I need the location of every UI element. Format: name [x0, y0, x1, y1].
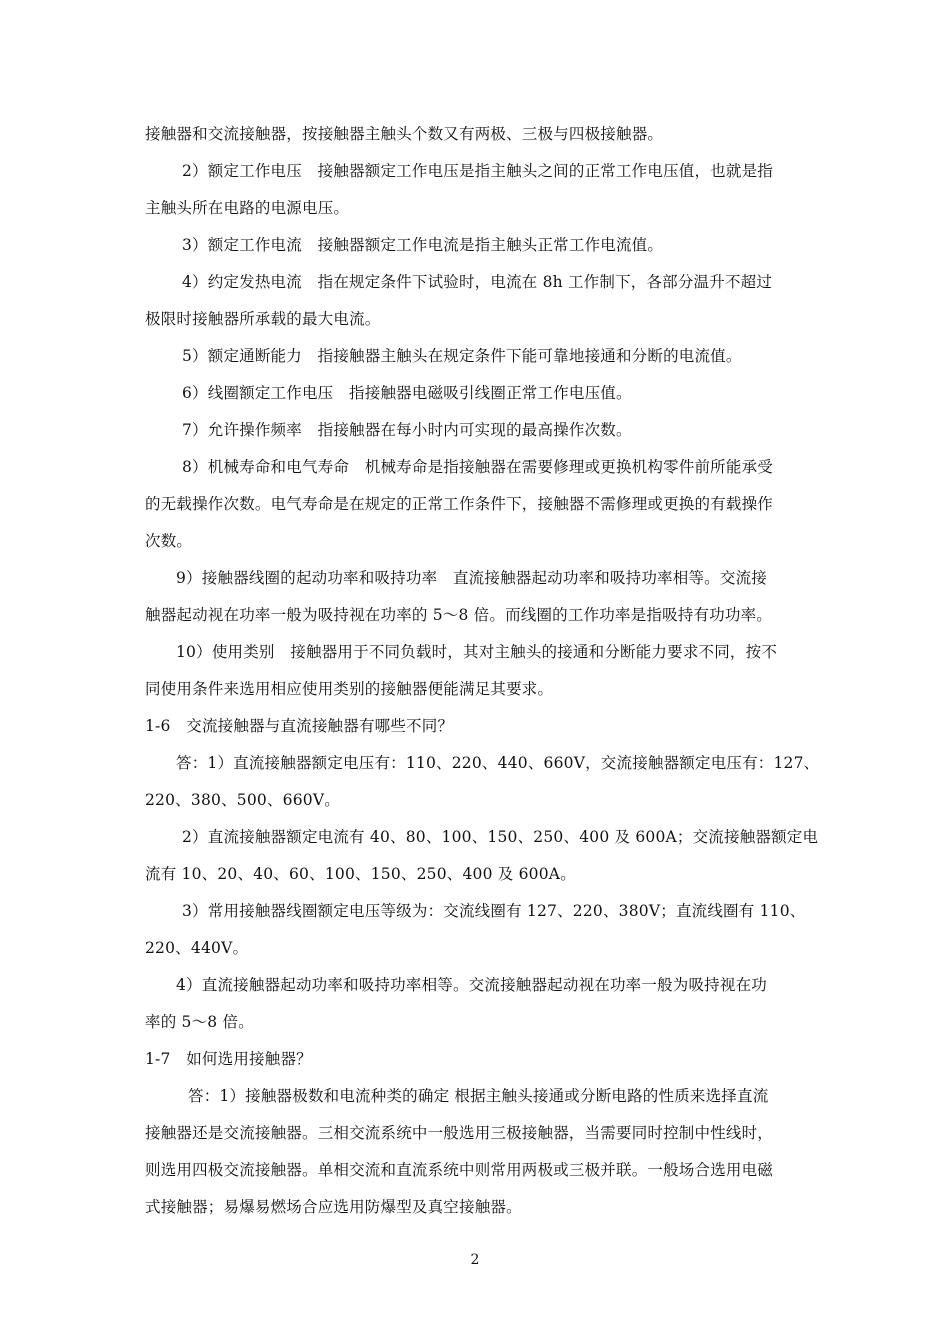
text-line: 10）使用类别 接触器用于不同负载时，其对主触头的接通和分断能力要求不同，按不	[176, 643, 778, 661]
text-line: 率的 5～8 倍。	[145, 1013, 254, 1031]
text-line: 3）常用接触器线圈额定电压等级为：交流线圈有 127、220、380V；直流线圈有 110、	[182, 902, 806, 920]
text-line: 6）线圈额定工作电压 指接触器电磁吸引线圈正常工作电压值。	[182, 384, 632, 402]
text-line: 2）直流接触器额定电流有 40、80、100、150、250、400 及 600A；交流接触器额定电	[182, 828, 819, 846]
text-line: 220、440V。	[145, 939, 249, 957]
text-line: 次数。	[145, 532, 193, 550]
text-line: 同使用条件来选用相应使用类别的接触器便能满足其要求。	[145, 680, 554, 698]
text-line: 接触器还是交流接触器。三相交流系统中一般选用三极接触器，当需要同时控制中性线时，	[145, 1124, 774, 1142]
text-line: 极限时接触器所承载的最大电流。	[145, 310, 381, 328]
text-line: 8）机械寿命和电气寿命 机械寿命是指接触器在需要修理或更换机构零件前所能承受	[182, 458, 773, 476]
text-line: 的无载操作次数。电气寿命是在规定的正常工作条件下，接触器不需修理或更换的有载操作	[145, 495, 774, 513]
text-line: 式接触器；易爆易燃场合应选用防爆型及真空接触器。	[145, 1198, 522, 1216]
text-line: 则选用四极交流接触器。单相交流和直流系统中则常用两极或三极并联。一般场合选用电磁	[145, 1161, 774, 1179]
text-line: 4）直流接触器起动功率和吸持功率相等。交流接触器起动视在功率一般为吸持视在功	[176, 976, 767, 994]
text-line: 7）允许操作频率 指接触器在每小时内可实现的最高操作次数。	[182, 421, 632, 439]
text-line: 接触器和交流接触器，按接触器主触头个数又有两极、三极与四极接触器。	[145, 125, 664, 143]
text-line: 流有 10、20、40、60、100、150、250、400 及 600A。	[145, 865, 576, 883]
text-line: 220、380、500、660V。	[145, 791, 340, 809]
text-line: 5）额定通断能力 指接触器主触头在规定条件下能可靠地接通和分断的电流值。	[182, 347, 742, 365]
text-line: 4）约定发热电流 指在规定条件下试验时，电流在 8h 工作制下，各部分温升不超过	[182, 273, 773, 291]
section-heading: 1-7 如何选用接触器？	[145, 1050, 312, 1068]
text-line: 9）接触器线圈的起动功率和吸持功率 直流接触器起动功率和吸持功率相等。交流接	[176, 569, 767, 587]
text-line: 答：1）直流接触器额定电压有：110、220、440、660V，交流接触器额定电压有：127、	[176, 754, 820, 772]
text-line: 触器起动视在功率一般为吸持视在功率的 5～8 倍。而线圈的工作功率是指吸持有功功率。	[145, 606, 772, 624]
page-number: 2	[470, 1252, 480, 1268]
document-body	[145, 116, 820, 1226]
text-line: 2）额定工作电压 接触器额定工作电压是指主触头之间的正常工作电压值，也就是指	[182, 162, 773, 180]
text-line: 3）额定工作电流 接触器额定工作电流是指主触头正常工作电流值。	[182, 236, 664, 254]
section-heading: 1-6 交流接触器与直流接触器有哪些不同？	[145, 717, 454, 735]
text-line: 答：1）接触器极数和电流种类的确定 根据主触头接通或分断电路的性质来选择直流	[188, 1087, 769, 1105]
text-line: 主触头所在电路的电源电压。	[145, 199, 350, 217]
